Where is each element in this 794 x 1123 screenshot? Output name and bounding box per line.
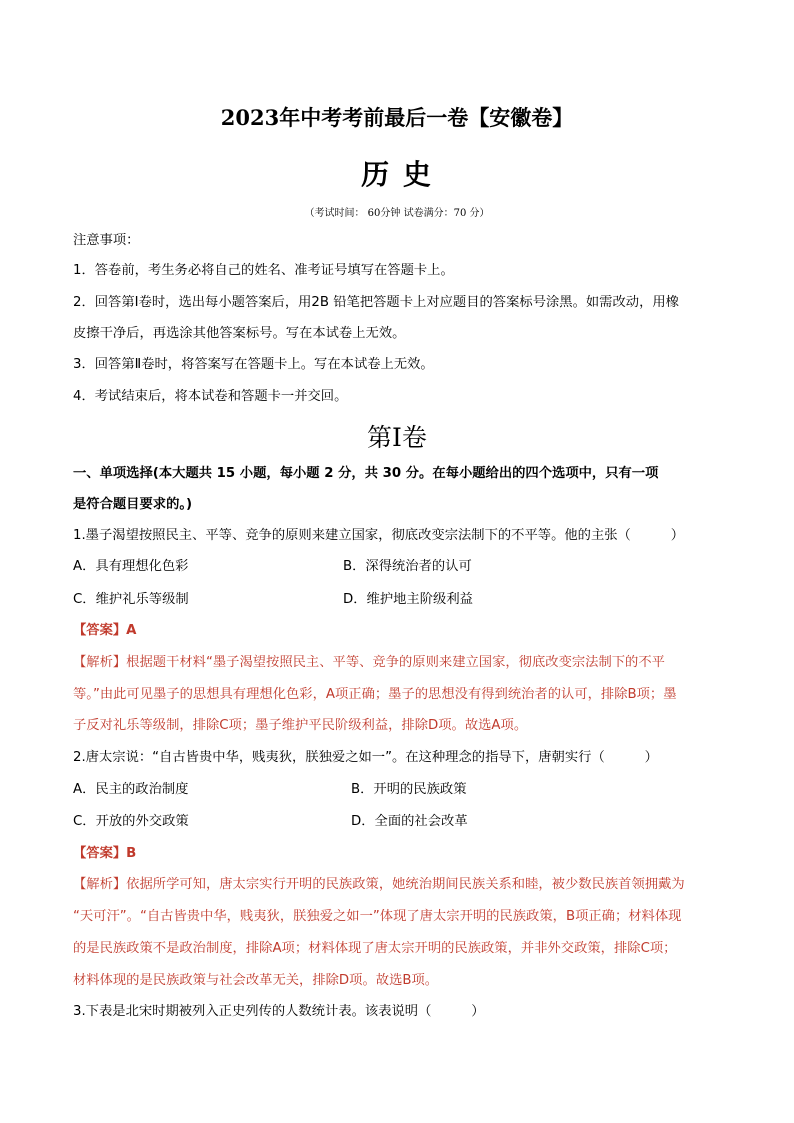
subject-title: 历 史 (361, 158, 433, 191)
q2-option-a: A．民主的政治制度 (73, 782, 189, 797)
q2-analysis: 的是民族政策不是政治制度，排除A项；材料体现了唐太宗开明的民族政策，并非外交政策，排除C项； (73, 941, 677, 956)
note-item: 2．回答第Ⅰ卷时，选出每小题答案后，用2B 铅笔把答题卡上对应题目的答案标号涂黑。如需改动，用橡 (73, 295, 679, 310)
q1-analysis: 【解析】根据题干材料“墨子渴望按照民主、平等、竞争的原则来建立国家，彻底改变宗法制下的不平 (73, 655, 665, 670)
q1-answer: 【答案】A (73, 623, 137, 638)
q1-option-b: B．深得统治者的认可 (343, 559, 472, 574)
q2-option-c: C．开放的外交政策 (73, 814, 189, 829)
exam-title: 2023年中考考前最后一卷【安徽卷】 (220, 105, 574, 130)
question-1-stem: 1.墨子渴望按照民主、平等、竞争的原则来建立国家，彻底改变宗法制下的不平等。他的主张（ ） (73, 528, 685, 543)
notes-heading: 注意事项： (73, 233, 140, 248)
note-item: 3．回答第Ⅱ卷时，将答案写在答题卡上。写在本试卷上无效。 (73, 357, 434, 372)
section-heading-cont: 是符合题目要求的。) (73, 497, 193, 512)
q2-option-d: D．全面的社会改革 (351, 814, 468, 829)
section-heading: 一、单项选择(本大题共 15 小题，每小题 2 分，共 30 分。在每小题给出的四个选项中，只有一项 (73, 466, 659, 481)
note-item: 4．考试结束后，将本试卷和答题卡一并交回。 (73, 389, 348, 404)
q1-analysis: 子反对礼乐等级制，排除C项；墨子维护平民阶级利益，排除D项。故选A项。 (73, 718, 528, 733)
q1-option-c: C．维护礼乐等级制 (73, 592, 189, 607)
q1-option-d: D．维护地主阶级利益 (343, 592, 473, 607)
volume-title: 第Ⅰ卷 (367, 423, 427, 452)
q2-analysis: 材料体现的是民族政策与社会改革无关，排除D项。故选B项。 (73, 973, 439, 988)
q1-option-a: A．具有理想化色彩 (73, 559, 189, 574)
exam-meta: （考试时间： 60分钟 试卷满分：70 分） (304, 208, 490, 219)
question-3-stem: 3.下表是北宋时期被列入正史列传的人数统计表。该表说明（ ） (73, 1004, 485, 1019)
q2-option-b: B．开明的民族政策 (351, 782, 467, 797)
note-item: 1．答卷前，考生务必将自己的姓名、准考证号填写在答题卡上。 (73, 263, 454, 278)
question-2-stem: 2.唐太宗说：“自古皆贵中华，贱夷狄，朕独爱之如一”。在这种理念的指导下，唐朝实行（ ） (73, 750, 658, 765)
q2-answer: 【答案】B (73, 846, 137, 861)
q2-analysis: “天可汗”。“自古皆贵中华，贱夷狄，朕独爱之如一”体现了唐太宗开明的民族政策，B项正确；材料体现 (73, 909, 682, 924)
note-item: 皮擦干净后，再选涂其他答案标号。写在本试卷上无效。 (73, 326, 406, 341)
q2-analysis: 【解析】依据所学可知，唐太宗实行开明的民族政策，她统治期间民族关系和睦，被少数民族首领拥戴为 (73, 877, 685, 892)
q1-analysis: 等。”由此可见墨子的思想具有理想化色彩，A项正确；墨子的思想没有得到统治者的认可，排除B项；墨 (73, 687, 677, 702)
